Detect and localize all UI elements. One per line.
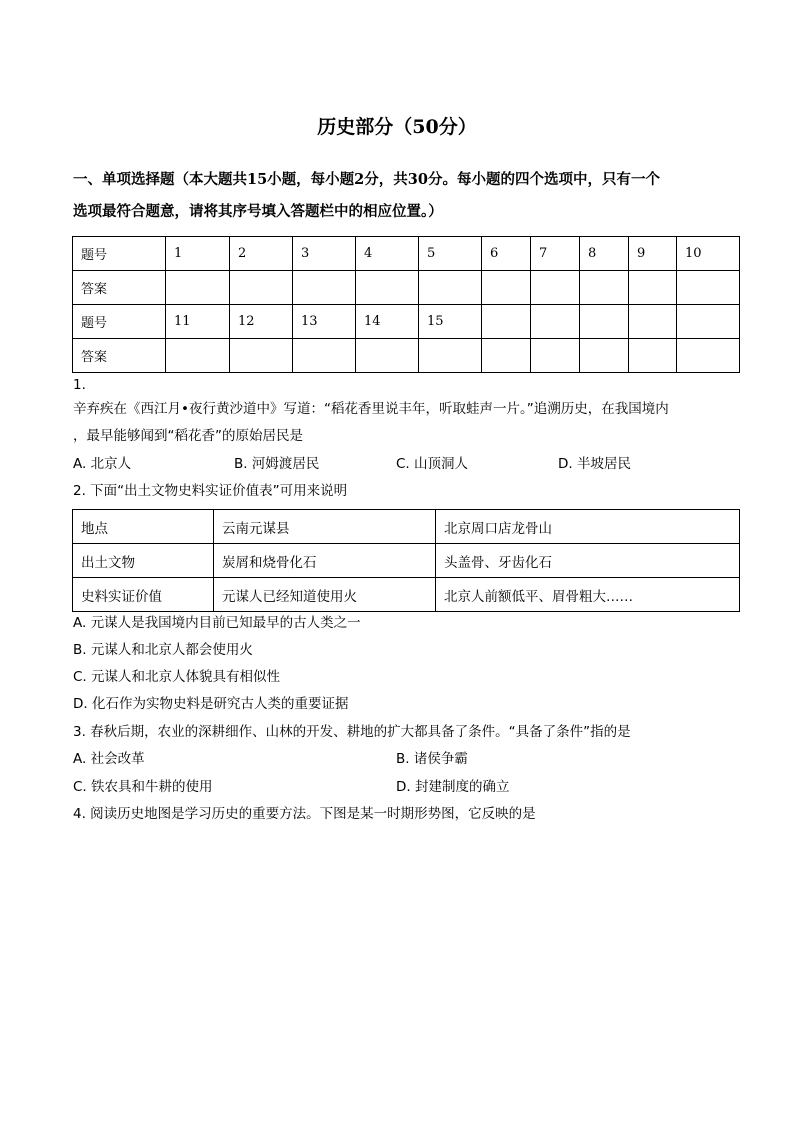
q2-option-c: C. 元谋人和北京人体貌具有相似性 <box>73 669 281 685</box>
answer-cell[interactable] <box>293 339 356 373</box>
answer-cell[interactable] <box>356 271 419 305</box>
table-cell <box>677 339 740 373</box>
table-cell: 13 <box>293 305 356 339</box>
table-cell: 元谋人已经知道使用火 <box>214 578 436 612</box>
table-cell: 4 <box>356 237 419 271</box>
q3-option-d: D. 封建制度的确立 <box>396 779 510 795</box>
table-cell <box>531 339 580 373</box>
answer-cell[interactable] <box>419 271 482 305</box>
table-cell: 3 <box>293 237 356 271</box>
answer-cell[interactable] <box>482 271 531 305</box>
q1-option-b: B. 河姆渡居民 <box>234 456 320 472</box>
table-cell <box>482 339 531 373</box>
table-cell: 北京周口店龙骨山 <box>436 510 740 544</box>
q2-option-d: D. 化石作为实物史料是研究古人类的重要证据 <box>73 696 349 712</box>
artifact-table <box>72 509 740 612</box>
table-cell: 答案 <box>73 271 166 305</box>
q1-option-d: D. 半坡居民 <box>558 456 631 472</box>
q2-option-b: B. 元谋人和北京人都会使用火 <box>73 642 253 658</box>
q3-option-a: A. 社会改革 <box>73 751 145 767</box>
answer-cell[interactable] <box>356 339 419 373</box>
q3-option-c: C. 铁农具和牛耕的使用 <box>73 779 213 795</box>
table-cell: 9 <box>629 237 677 271</box>
page-title: 历史部分（50分） <box>317 116 477 138</box>
q1-option-c: C. 山顶洞人 <box>396 456 469 472</box>
table-cell: 北京人前额低平、眉骨粗大…… <box>436 578 740 612</box>
q4-stem: 4. 阅读历史地图是学习历史的重要方法。下图是某一时期形势图，它反映的是 <box>73 806 536 822</box>
answer-cell[interactable] <box>419 339 482 373</box>
table-cell <box>482 305 531 339</box>
q1-stem-line1: 辛弃疾在《西江月•夜行黄沙道中》写道：“稻花香里说丰年，听取蛙声一片。”追溯历史，在我国境内 <box>73 401 669 417</box>
q3-stem: 3. 春秋后期，农业的深耕细作、山林的开发、耕地的扩大都具备了条件。“具备了条件”指的是 <box>73 724 631 740</box>
table-cell: 8 <box>580 237 629 271</box>
answer-cell[interactable] <box>230 339 293 373</box>
table-cell: 地点 <box>73 510 214 544</box>
table-cell: 15 <box>419 305 482 339</box>
table-row <box>73 578 740 612</box>
table-cell: 题号 <box>73 237 166 271</box>
table-cell: 云南元谋县 <box>214 510 436 544</box>
answer-cell[interactable] <box>531 271 580 305</box>
table-row <box>73 544 740 578</box>
table-cell: 炭屑和烧骨化石 <box>214 544 436 578</box>
table-cell: 题号 <box>73 305 166 339</box>
table-cell: 6 <box>482 237 531 271</box>
table-cell: 2 <box>230 237 293 271</box>
q1-number: 1. <box>73 377 86 393</box>
table-cell: 史料实证价值 <box>73 578 214 612</box>
table-cell: 11 <box>166 305 230 339</box>
table-cell <box>580 339 629 373</box>
answer-cell[interactable] <box>293 271 356 305</box>
answer-table-row-numbers-1 <box>73 237 740 271</box>
table-cell: 5 <box>419 237 482 271</box>
answer-cell[interactable] <box>230 271 293 305</box>
table-row <box>73 510 740 544</box>
answer-cell[interactable] <box>677 271 740 305</box>
table-cell: 14 <box>356 305 419 339</box>
section-heading-line2: 选项最符合题意，请将其序号填入答题栏中的相应位置。） <box>73 203 443 220</box>
table-cell <box>629 305 677 339</box>
q1-stem-line2: ，最早能够闻到“稻花香”的原始居民是 <box>73 428 303 444</box>
table-cell <box>677 305 740 339</box>
answer-table-row-answers-1 <box>73 271 740 305</box>
table-cell: 7 <box>531 237 580 271</box>
answer-table <box>72 236 740 373</box>
table-cell <box>629 339 677 373</box>
q3-option-b: B. 诸侯争霸 <box>396 751 468 767</box>
answer-cell[interactable] <box>166 271 230 305</box>
table-cell <box>531 305 580 339</box>
answer-table-row-numbers-2 <box>73 305 740 339</box>
table-cell <box>580 305 629 339</box>
q2-option-a: A. 元谋人是我国境内目前已知最早的古人类之一 <box>73 615 361 631</box>
answer-table-row-answers-2 <box>73 339 740 373</box>
table-cell: 头盖骨、牙齿化石 <box>436 544 740 578</box>
q2-stem: 2. 下面“出土文物史料实证价值表”可用来说明 <box>73 483 348 499</box>
table-cell: 12 <box>230 305 293 339</box>
answer-cell[interactable] <box>166 339 230 373</box>
table-cell: 10 <box>677 237 740 271</box>
section-heading-line1: 一、单项选择题（本大题共15小题，每小题2分，共30分。每小题的四个选项中，只有一个 <box>73 171 660 188</box>
q1-option-a: A. 北京人 <box>73 456 132 472</box>
table-cell: 出土文物 <box>73 544 214 578</box>
answer-cell[interactable] <box>629 271 677 305</box>
answer-cell[interactable] <box>580 271 629 305</box>
table-cell: 答案 <box>73 339 166 373</box>
table-cell: 1 <box>166 237 230 271</box>
